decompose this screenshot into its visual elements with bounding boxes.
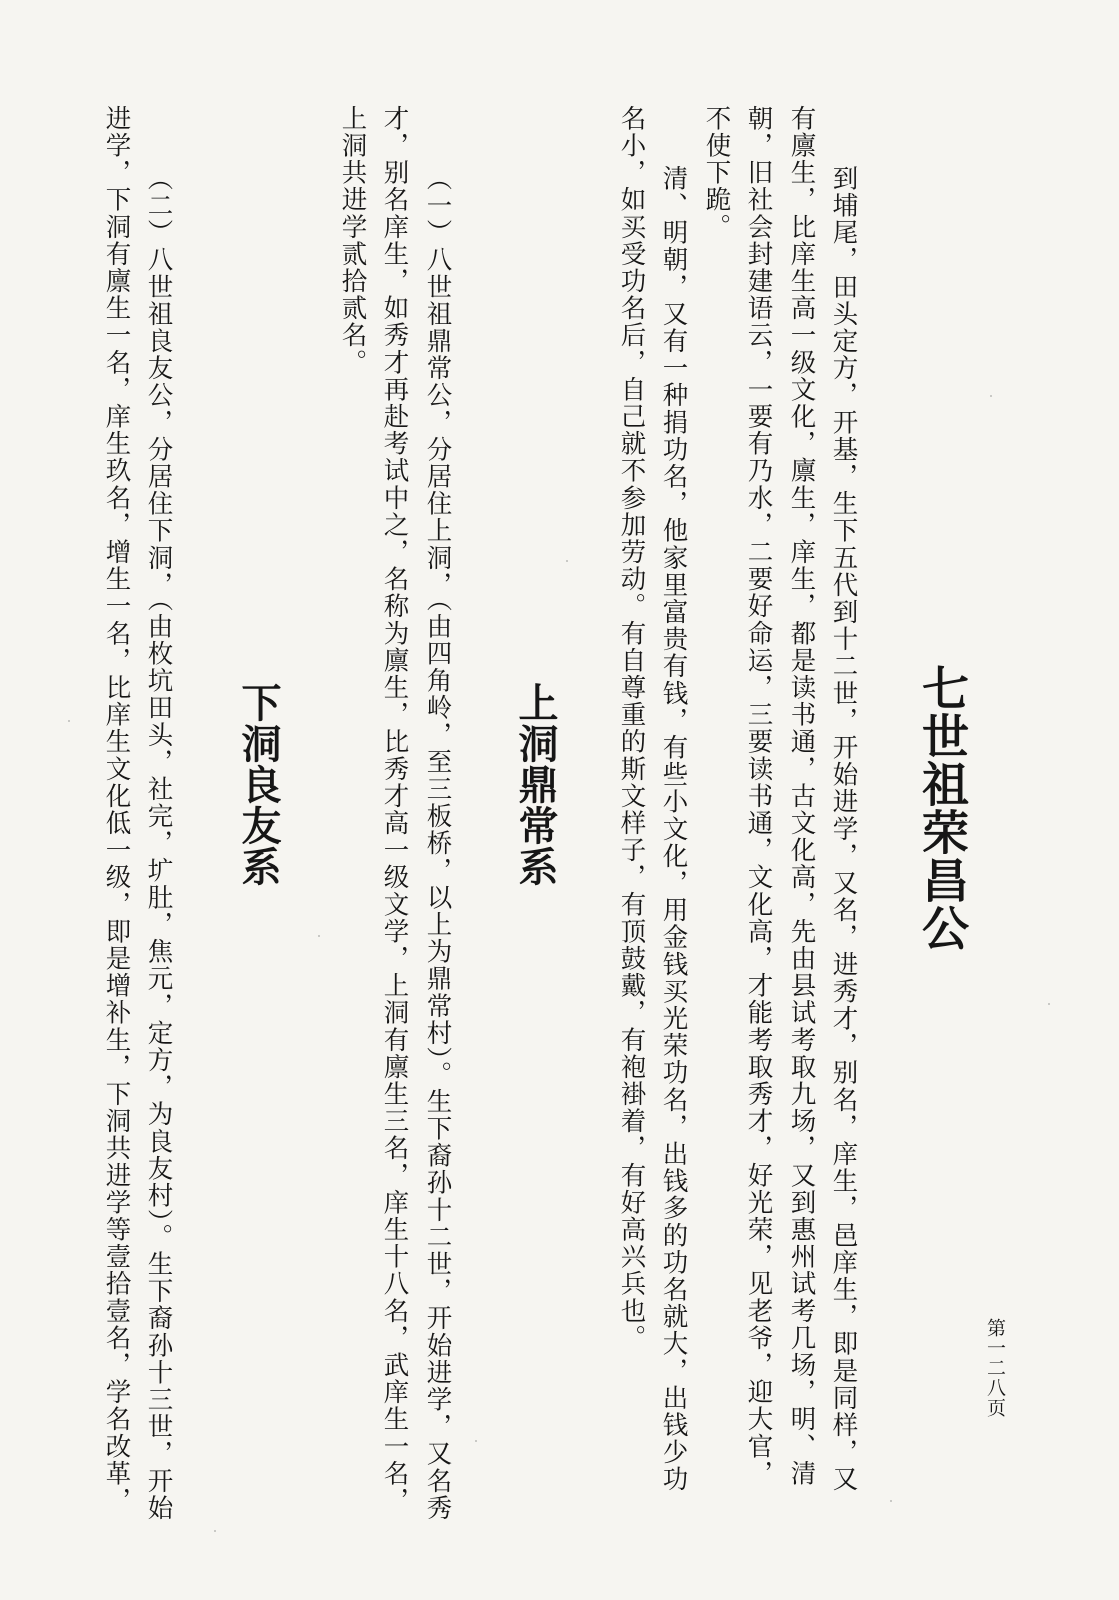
text-line: 进学，下洞有廪生一名，庠生玖名，增生一名，比庠生文化低一级，即是增补生，下洞共进学等壹拾壹名，学名改革， bbox=[101, 105, 132, 1515]
scan-speck bbox=[890, 1500, 892, 1502]
text-line: 才，别名庠生，如秀才再赴考试中之，名称为廪生，比秀才高一级文学，上洞有廪生三名，庠生十八名，武庠生一名， bbox=[379, 105, 410, 1515]
text-line: 名小，如买受功名后，自己就不参加劳动。有自尊重的斯文样子，有顶鼓戴，有袍褂着，有好高兴兵也。 bbox=[616, 105, 647, 1352]
text-line: 上洞共进学贰拾贰名。 bbox=[337, 105, 368, 376]
section-title-rongchang: 七世祖荣昌公 bbox=[914, 664, 969, 952]
section-title-shangdong: 上洞鼎常系 bbox=[512, 682, 559, 887]
section-title-xiadong: 下洞良友系 bbox=[235, 682, 282, 887]
text-line: （一）八世祖鼎常公，分居住上洞，（由四角岭，至三板桥，以上为鼎常村）。生下裔孙十二世，开始进学，又名秀 bbox=[422, 165, 453, 1522]
scan-speck bbox=[990, 395, 992, 397]
scan-speck bbox=[68, 720, 70, 722]
text-line: 到埔尾，田头定方，开基，生下五代到十二世，开始进学，又名，进秀才，别名，庠生，邑庠生，即是同样，又 bbox=[828, 165, 859, 1493]
page-number: 第一二八页 bbox=[984, 1318, 1006, 1418]
text-line: 不使下跪。 bbox=[701, 105, 732, 241]
text-line: 朝，旧社会封建语云，一要有乃水，二要好命运，三要读书通，文化高，才能考取秀才，好光荣，见老爷，迎大官， bbox=[743, 105, 774, 1488]
scan-speck bbox=[1048, 1003, 1050, 1005]
scan-speck bbox=[318, 935, 320, 937]
scan-speck bbox=[475, 1440, 477, 1442]
text-line: 清、明朝，又有一种捐功名，他家里富贵有钱，有些小文化，用金钱买光荣功名，出钱多的功名就大，出钱少功 bbox=[658, 165, 689, 1493]
scan-speck bbox=[566, 560, 568, 562]
text-line: 有廪生，比庠生高一级文化，廪生，庠生，都是读书通，古文化高，先由县试考取九场，又到惠州试考几场，明、清 bbox=[786, 105, 817, 1488]
text-line: （二）八世祖良友公，分居住下洞，（由枚坑田头，社完，圹肚，焦元，定方，为良友村）。生下裔孙十三世，开始 bbox=[143, 165, 174, 1522]
scan-speck bbox=[214, 1530, 216, 1532]
